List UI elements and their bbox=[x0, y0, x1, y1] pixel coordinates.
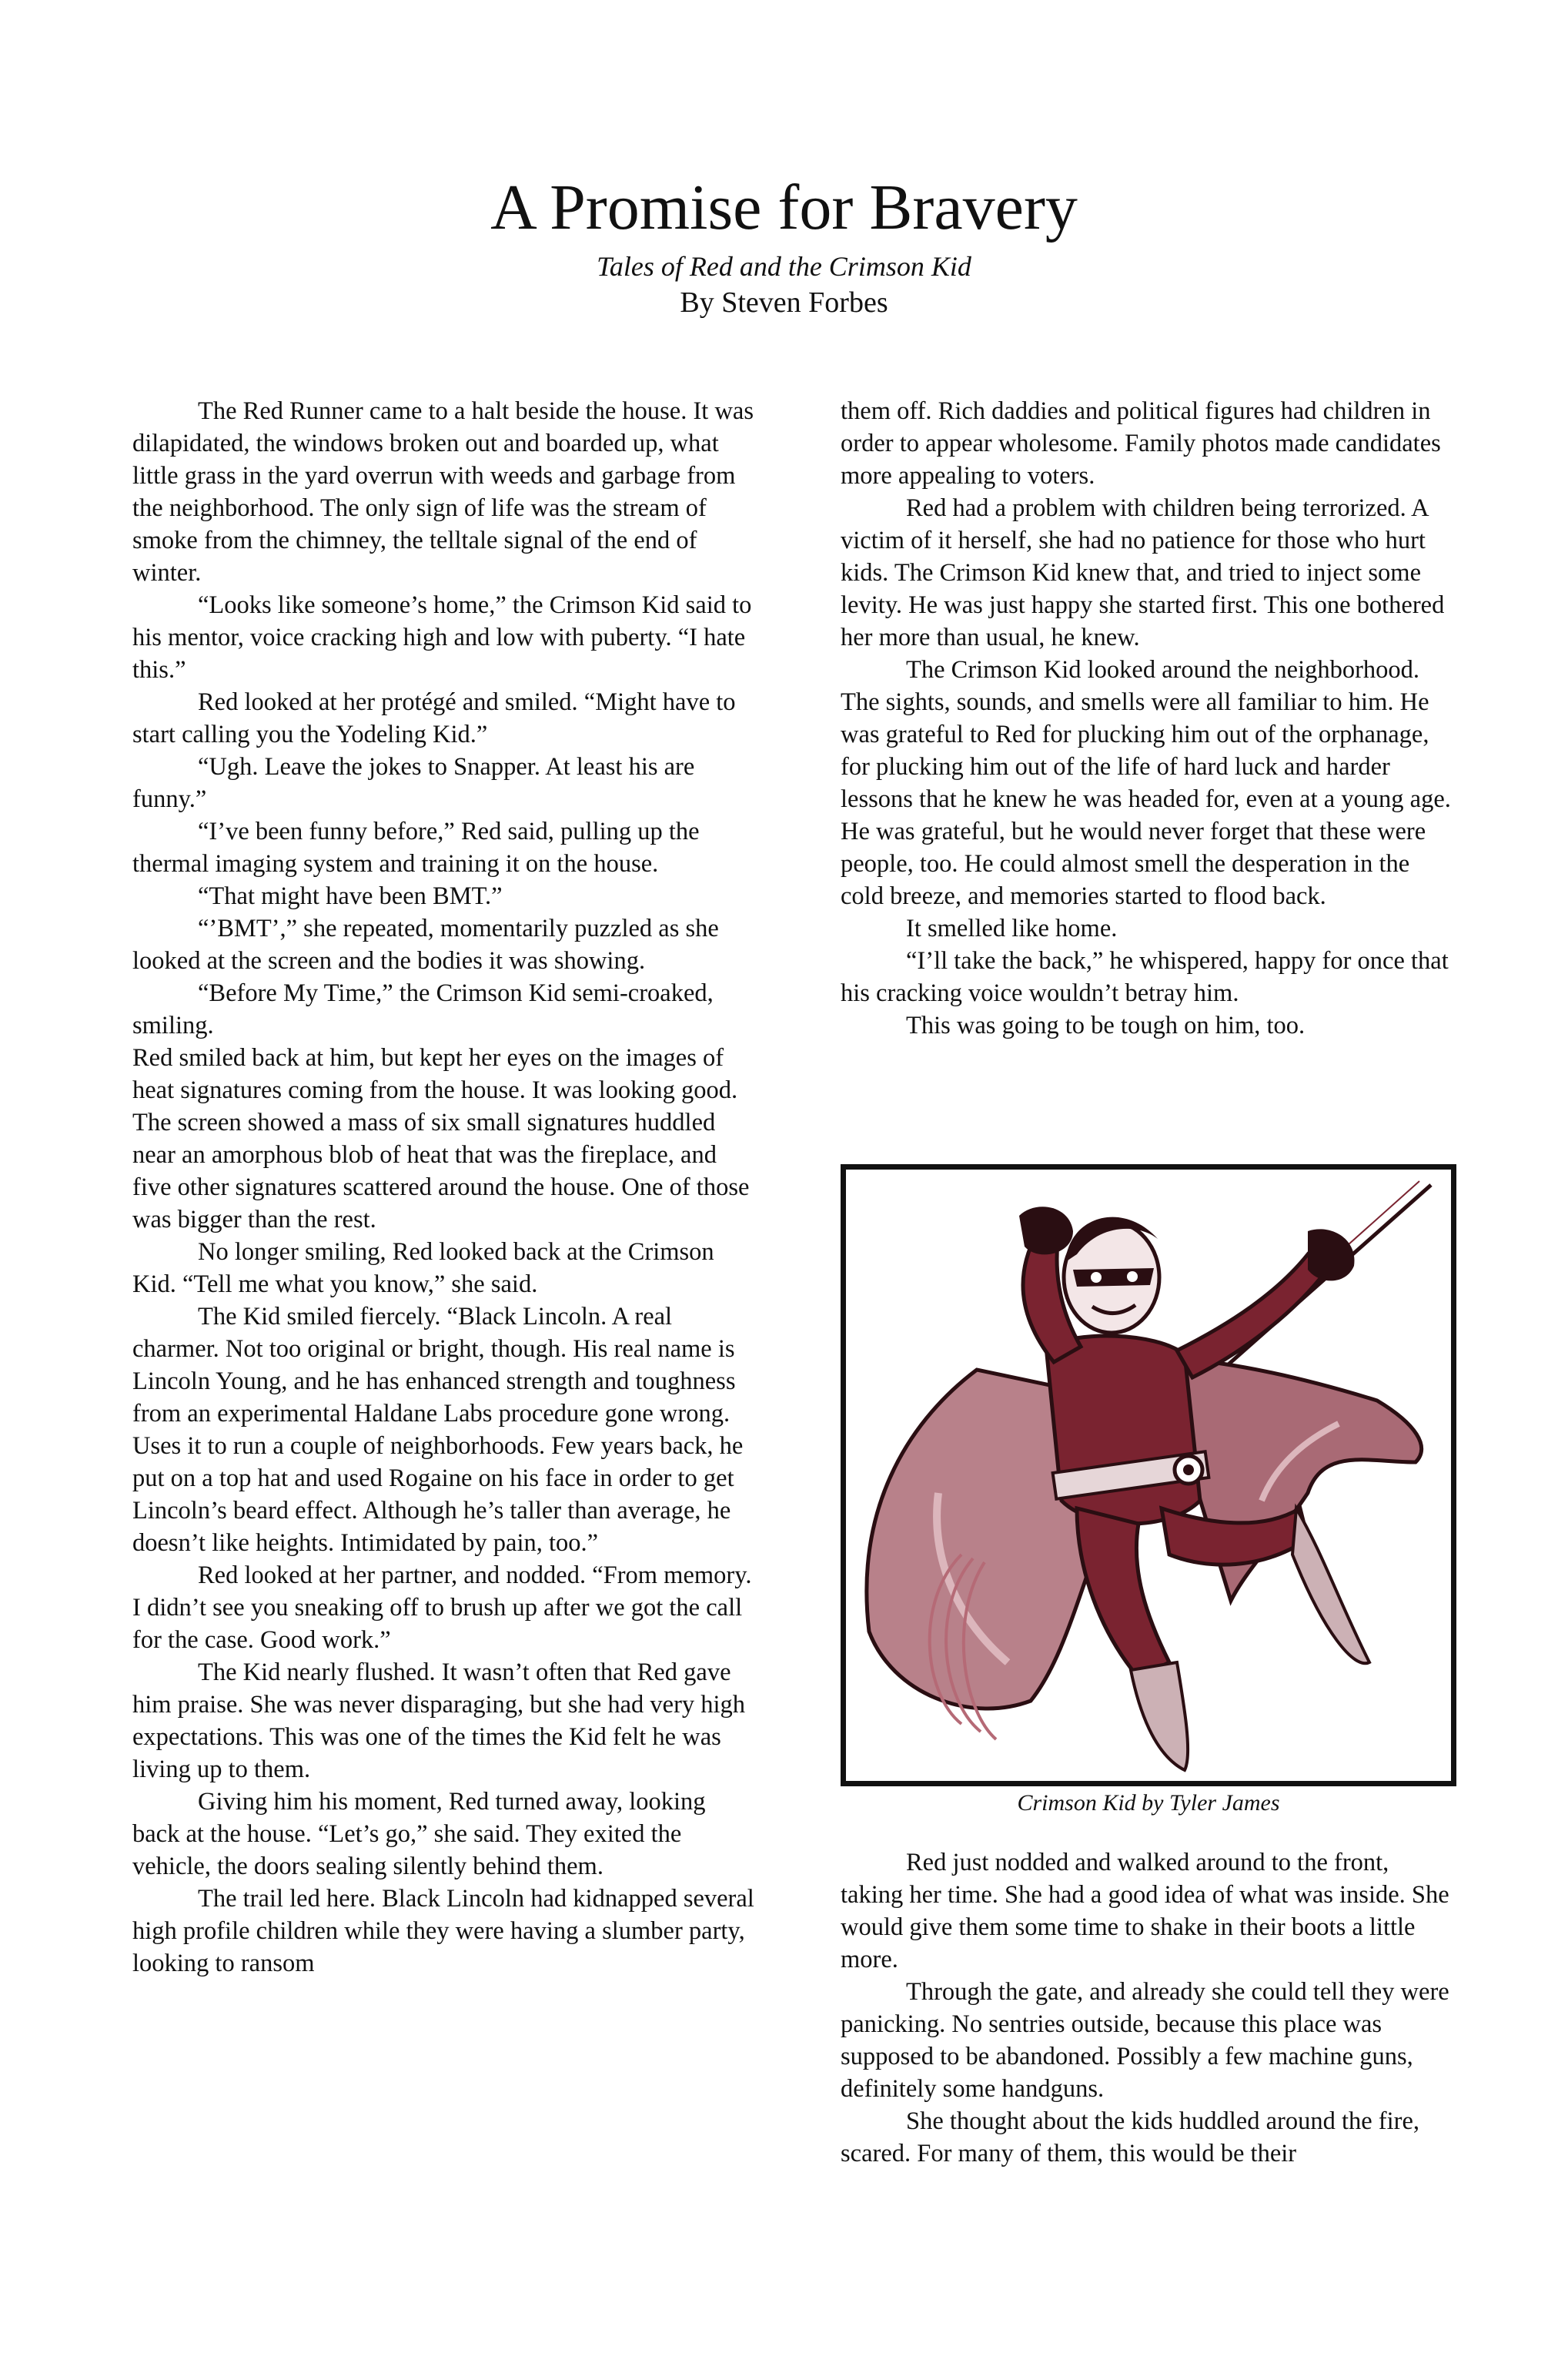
paragraph: them off. Rich daddies and political figures had children in order to appear wholesome. Family photos made candidates more appealing to voters. bbox=[841, 397, 1441, 490]
paragraph: “That might have been BMT.” bbox=[198, 882, 503, 910]
story-title: A Promise for Bravery bbox=[490, 172, 1078, 243]
paragraph: Through the gate, and already she could tell they were panicking. No sentries outside, because this place was supposed to be abandoned. Possibly a few machine guns, definitely some handguns. bbox=[841, 1978, 1449, 2103]
paragraph: The Red Runner came to a halt beside the house. It was dilapidated, the windows broken out and boarded up, what little grass in the yard overrun with weeds and garbage from the neighborhood. The only sign of life was the stream of smoke from the chimney, the telltale signal of the end of winter. bbox=[132, 397, 754, 587]
paragraph: The Kid nearly flushed. It wasn’t often that Red gave him praise. She was never disparaging, but she had very high expectations. This was one of the times the Kid felt he was living up to them. bbox=[132, 1658, 746, 1783]
crimson-kid-illustration bbox=[841, 1164, 1456, 1786]
paragraph: No longer smiling, Red looked back at the Crimson Kid. “Tell me what you know,” she said. bbox=[132, 1238, 714, 1298]
paragraph: The Kid smiled fiercely. “Black Lincoln. A real charmer. Not too original or bright, though. His real name is Lincoln Young, and he has enhanced strength and toughness from an experimental Haldane Labs procedure gone wrong. Uses it to run a couple of neighborhoods. Few years back, he put on a top hat and used Rogaine on his face in order to get Lincoln’s beard effect. Although he’s taller than average, he doesn’t like heights. Intimidated by pain, too.” bbox=[132, 1303, 744, 1557]
paragraph: Red looked at her partner, and nodded. “From memory. I didn’t see you sneaking off to brush up after we got the call for the case. Good work.” bbox=[132, 1561, 752, 1654]
paragraph: She thought about the kids huddled around the fire, scared. For many of them, this would be their bbox=[841, 2107, 1420, 2167]
paragraph: “Ugh. Leave the jokes to Snapper. At least his are funny.” bbox=[132, 753, 695, 813]
right-column-continued bbox=[841, 1846, 1456, 2170]
paragraph: Giving him his moment, Red turned away, looking back at the house. “Let’s go,” she said. They exited the vehicle, the doors sealing silently behind them. bbox=[132, 1788, 706, 1880]
paragraph: The Crimson Kid looked around the neighborhood. The sights, sounds, and smells were all familiar to him. He was grateful to Red for plucking him out of the orphanage, for plucking him out of the life of hard luck and harder lessons that he knew he was headed for, even at a young age. He was grateful, but he would never forget that these were people, too. He could almost smell the desperation in the cold breeze, and memories started to flood back. bbox=[841, 656, 1451, 910]
paragraph: This was going to be tough on him, too. bbox=[906, 1012, 1306, 1039]
story-byline: By Steven Forbes bbox=[680, 286, 888, 319]
paragraph: “Looks like someone’s home,” the Crimson Kid said to his mentor, voice cracking high and low with puberty. “I hate this.” bbox=[132, 591, 752, 684]
paragraph: Red smiled back at him, but kept her eyes on the images of heat signatures coming from the house. It was looking good. The screen showed a mass of six small signatures huddled near an amorphous blob of heat that was the fireplace, and five other signatures scattered around the house. One of those was bigger than the rest. bbox=[132, 1044, 750, 1233]
left-column bbox=[132, 395, 756, 1980]
right-column bbox=[841, 395, 1456, 1042]
paragraph: It smelled like home. bbox=[906, 915, 1118, 942]
figure-caption: Crimson Kid by Tyler James bbox=[1017, 1790, 1280, 1816]
paragraph: “I’ll take the back,” he whispered, happy for once that his cracking voice wouldn’t betray him. bbox=[841, 947, 1449, 1007]
paragraph: Red looked at her protégé and smiled. “Might have to start calling you the Yodeling Kid.” bbox=[132, 688, 736, 748]
paragraph: “Before My Time,” the Crimson Kid semi-croaked, smiling. bbox=[132, 979, 714, 1039]
story-header bbox=[0, 171, 1568, 320]
story-subtitle: Tales of Red and the Crimson Kid bbox=[597, 251, 971, 282]
paragraph: Red had a problem with children being terrorized. A victim of it herself, she had no patience for those who hurt kids. The Crimson Kid knew that, and tried to inject some levity. He was just happy she started first. This one bothered her more than usual, he knew. bbox=[841, 494, 1445, 651]
crimson-kid-drawing bbox=[846, 1170, 1451, 1781]
paragraph: “I’ve been funny before,” Red said, pulling up the thermal imaging system and training it on the house. bbox=[132, 818, 700, 878]
paragraph: The trail led here. Black Lincoln had kidnapped several high profile children while they were having a slumber party, looking to ransom bbox=[132, 1885, 754, 1977]
paragraph: “’BMT’,” she repeated, momentarily puzzled as she looked at the screen and the bodies it was showing. bbox=[132, 915, 719, 975]
paragraph: Red just nodded and walked around to the front, taking her time. She had a good idea of what was inside. She would give them some time to shake in their boots a little more. bbox=[841, 1849, 1449, 1973]
